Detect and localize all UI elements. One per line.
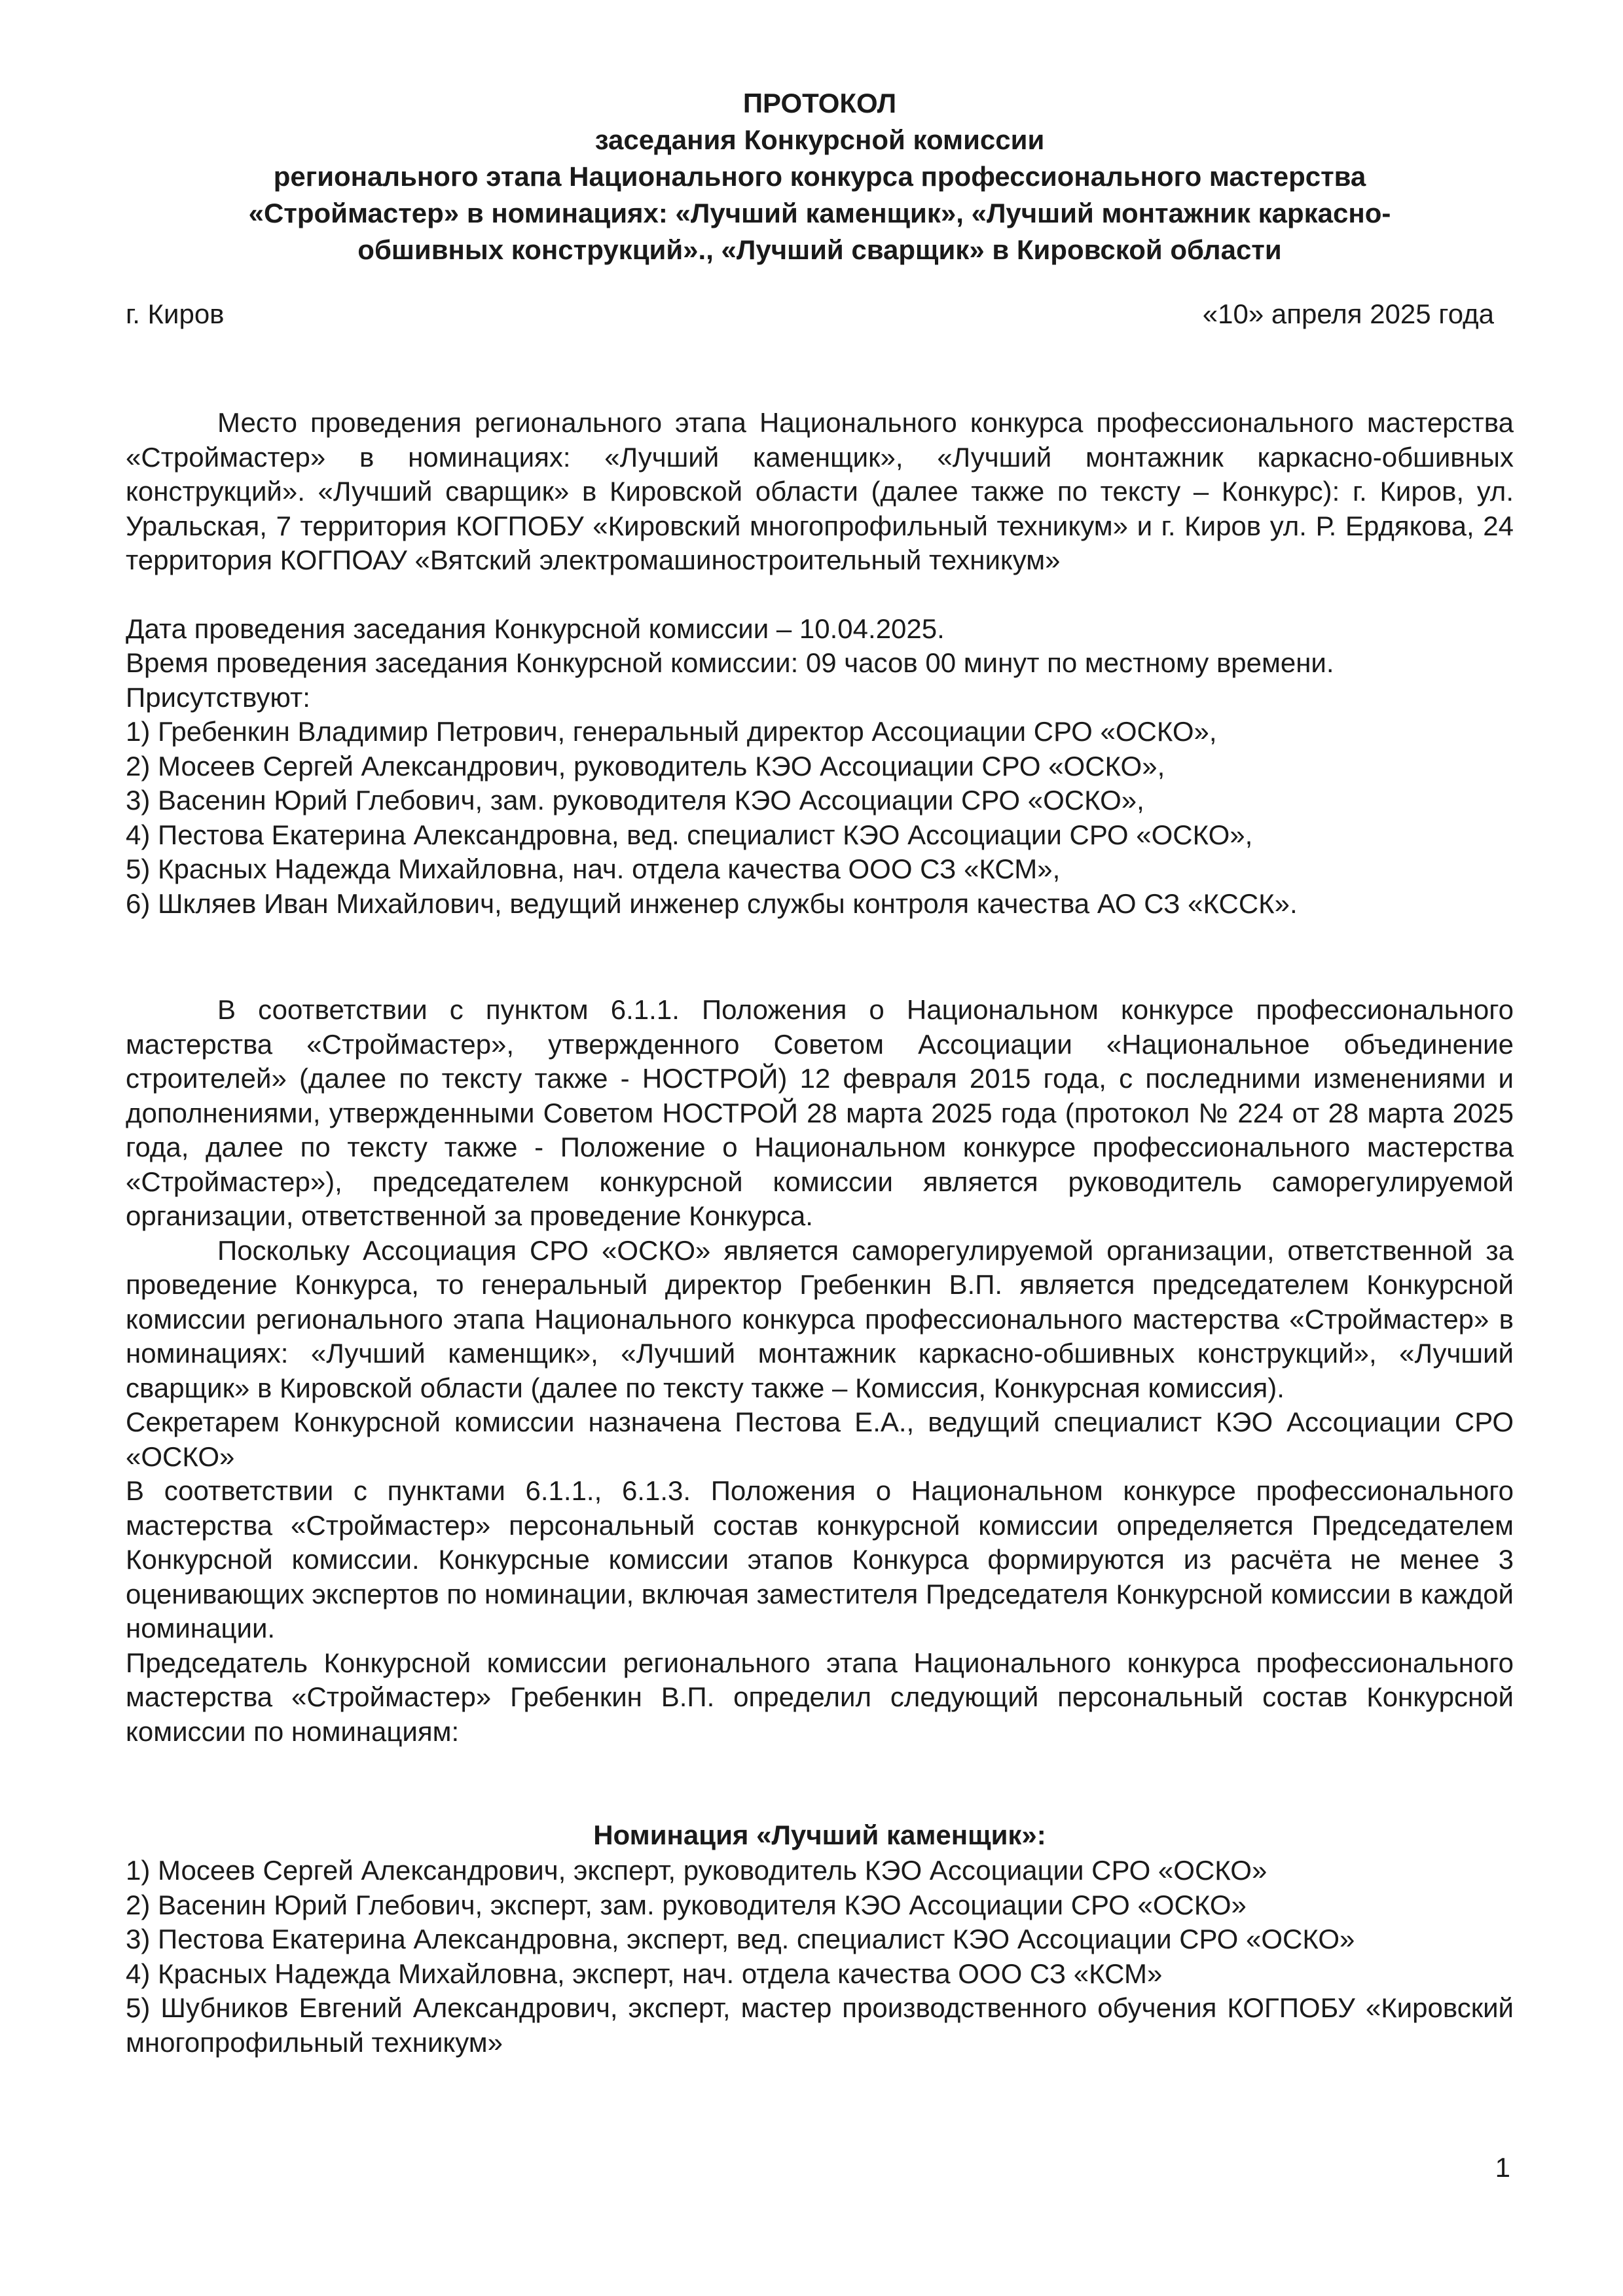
document-title (126, 85, 1514, 268)
meeting-date: Дата проведения заседания Конкурсной комиссии – 10.04.2025. (126, 613, 945, 644)
title-line: «Строймастер» в номинациях: «Лучший каменщик», «Лучший монтажник каркасно- (248, 198, 1391, 228)
title-line: обшивных конструкций»., «Лучший сварщик» в Кировской области (357, 234, 1282, 265)
nomination-member: 3) Пестова Екатерина Александровна, эксперт, вед. специалист КЭО Ассоциации СРО «ОСКО» (126, 1924, 1355, 1954)
place-date-row (126, 296, 1514, 332)
nomination-title: Номинация «Лучший каменщик»: (593, 1820, 1046, 1850)
provision-paragraph: Председатель Конкурсной комиссии регионального этапа Национального конкурса профессионального мастерства «Строймастер» Гребенкин В.П. определил следующий персональный состав Конкурсной комиссии по номинациям: (126, 1647, 1514, 1747)
meeting-info (126, 612, 1514, 922)
nomination-member: 4) Красных Надежда Михайловна, эксперт, нач. отдела качества ООО СЗ «КСМ» (126, 1958, 1163, 1989)
title-line: ПРОТОКОЛ (742, 88, 897, 118)
nomination-member: 2) Васенин Юрий Глебович, эксперт, зам. руководителя КЭО Ассоциации СРО «ОСКО» (126, 1889, 1247, 1920)
present-label: Присутствуют: (126, 681, 310, 713)
secretary-paragraph: Секретарем Конкурсной комиссии назначена Пестова Е.А., ведущий специалист КЭО Ассоциации СРО «ОСКО» (126, 1407, 1514, 1472)
provision-paragraph: В соответствии с пунктом 6.1.1. Положения о Национальном конкурсе профессионального мастерства «Строймастер», утвержденного Советом Ассоциации «Национальное объединение строителей» (далее по тексту также - НОСТРОЙ) 12 февраля 2015 года, с последними изменениями и дополнениями, утвержденными Советом НОСТРОЙ 28 марта 2025 года (протокол № 224 от 28 марта 2025 года, далее по тексту также - Положение о Национальном конкурсе профессионального мастерства «Строймастер»), председателем конкурсной комиссии является руководитель саморегулируемой организации, ответственной за проведение Конкурса. (126, 994, 1514, 1231)
nomination-member-list (126, 1854, 1514, 2060)
page-number: 1 (1495, 2152, 1510, 2183)
city: г. Киров (126, 298, 225, 329)
title-line: регионального этапа Национального конкурса профессионального мастерства (273, 161, 1366, 192)
title-line: заседания Конкурсной комиссии (594, 124, 1045, 155)
attendee-item: 2) Мосеев Сергей Александрович, руководитель КЭО Ассоциации СРО «ОСКО», (126, 750, 1165, 781)
attendee-item: 4) Пестова Екатерина Александровна, вед. специалист КЭО Ассоциации СРО «ОСКО», (126, 819, 1253, 850)
venue-paragraph: Место проведения регионального этапа Национального конкурса профессионального мастерства «Строймастер» в номинациях: «Лучший каменщик», «Лучший монтажник каркасно-обшивных конструкций». «Лучший сварщик» в Кировской области (далее также по тексту – Конкурс): г. Киров, ул. Уральская, 7 территория КОГПОБУ «Кировский многопрофильный техникум» и г. Киров ул. Р. Ердякова, 24 территория КОГПОАУ «Вятский электромашиностроительный техникум» (126, 407, 1514, 575)
attendee-list (126, 715, 1514, 921)
provision-paragraph: Поскольку Ассоциация СРО «ОСКО» является саморегулируемой организации, ответственной за проведение Конкурса, то генеральный директор Гребенкин В.П. является председателем Конкурсной комиссии регионального этапа Национального конкурса профессионального мастерства «Строймастер» в номинациях: «Лучший каменщик», «Лучший монтажник каркасно-обшивных конструкций», «Лучший сварщик» в Кировской области (далее по тексту также – Комиссия, Конкурсная комиссия). (126, 1234, 1514, 1403)
nomination-member: 5) Шубников Евгений Александрович, эксперт, мастер производственного обучения КОГПОБУ «Кировский многопрофильный техникум» (126, 1992, 1514, 2058)
attendee-item: 5) Красных Надежда Михайловна, нач. отдела качества ООО СЗ «КСМ», (126, 853, 1061, 884)
attendee-item: 3) Васенин Юрий Глебович, зам. руководителя КЭО Ассоциации СРО «ОСКО», (126, 785, 1144, 816)
document-page (126, 85, 1514, 2060)
meeting-time: Время проведения заседания Конкурсной комиссии: 09 часов 00 минут по местному времени. (126, 647, 1334, 678)
nomination-member: 1) Мосеев Сергей Александрович, эксперт, руководитель КЭО Ассоциации СРО «ОСКО» (126, 1855, 1267, 1886)
attendee-item: 6) Шкляев Иван Михайлович, ведущий инженер службы контроля качества АО СЗ «КССК». (126, 888, 1298, 919)
provision-paragraph: В соответствии с пунктами 6.1.1., 6.1.3. Положения о Национальном конкурсе профессионального мастерства «Строймастер» персональный состав конкурсной комиссии определяется Председателем Конкурсной комиссии. Конкурсные комиссии этапов Конкурса формируются из расчёта не менее 3 оценивающих экспертов по номинации, включая заместителя Председателя Конкурсной комиссии в каждой номинации. (126, 1475, 1514, 1643)
attendee-item: 1) Гребенкин Владимир Петрович, генеральный директор Ассоциации СРО «ОСКО», (126, 716, 1217, 747)
protocol-date: «10» апреля 2025 года (1202, 298, 1494, 329)
provisions-section (126, 993, 1514, 1749)
